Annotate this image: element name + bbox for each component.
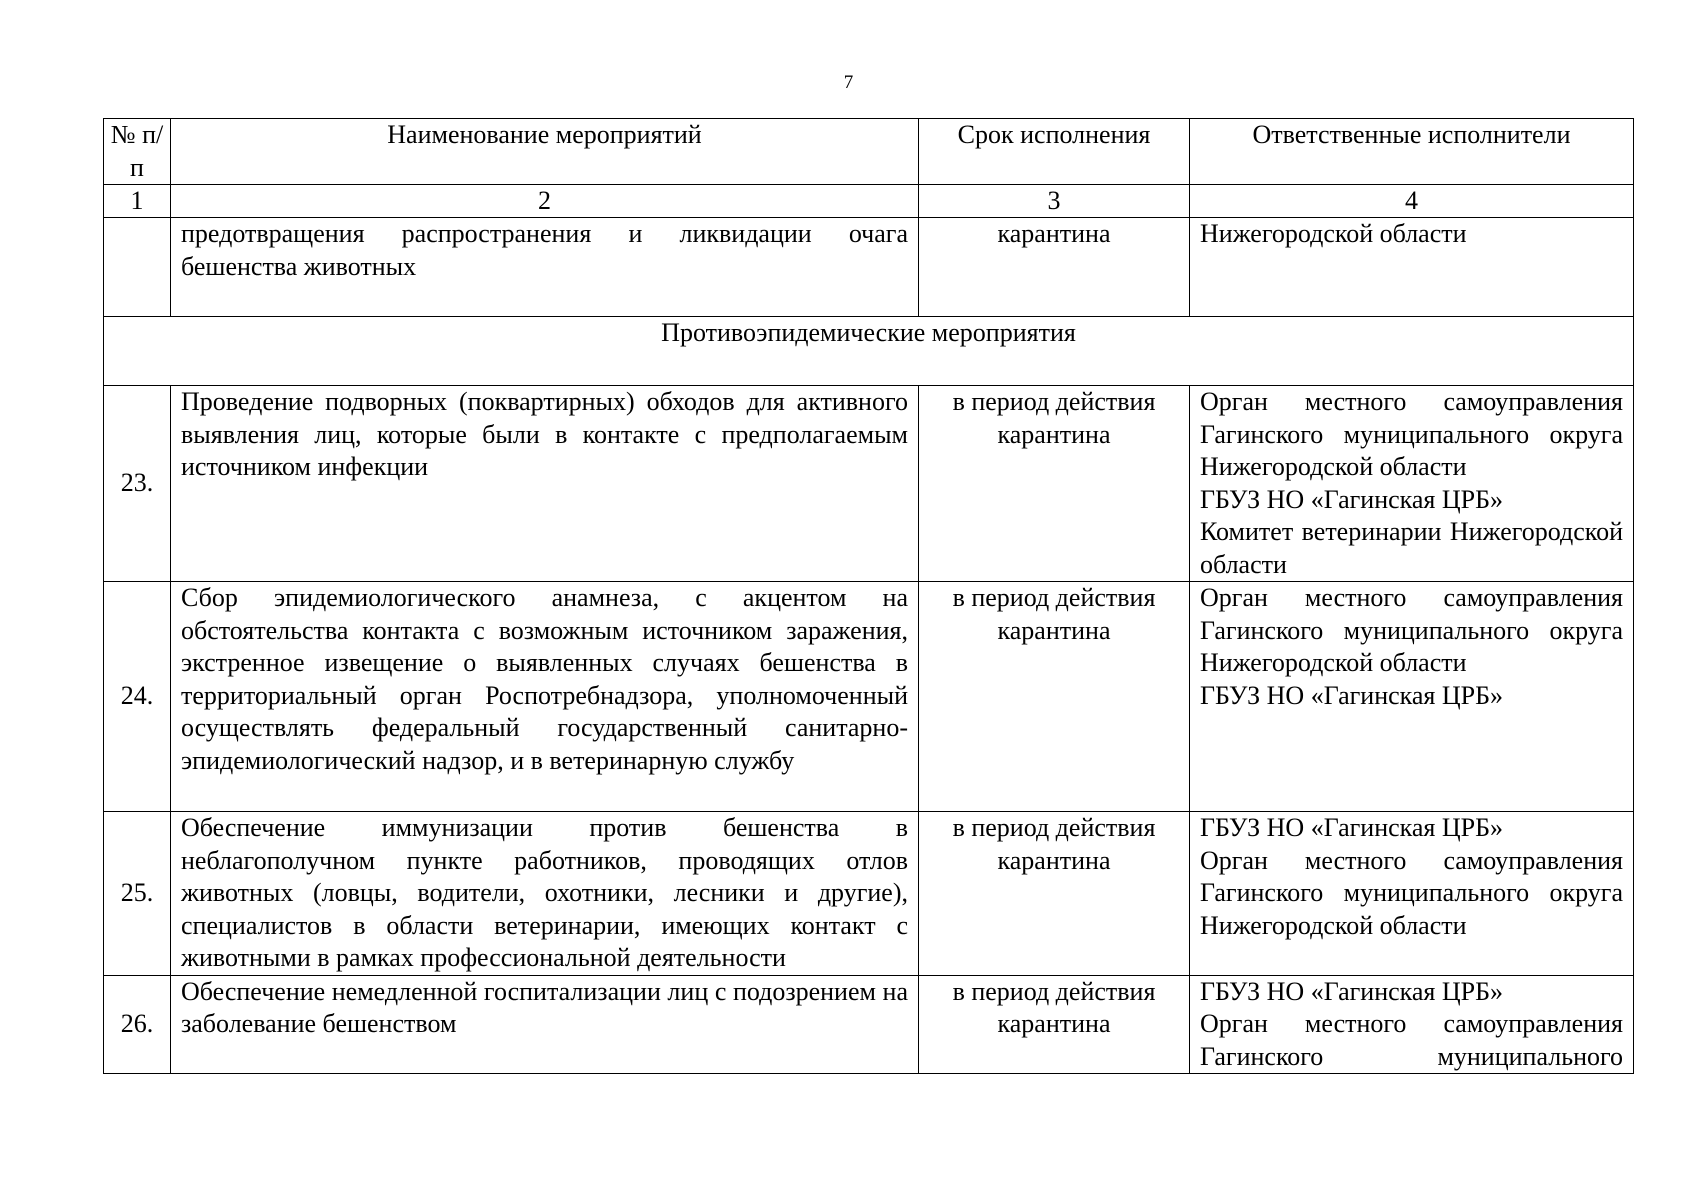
responsible-line: Орган местного самоуправления Гагинского муниципального	[1200, 1009, 1623, 1071]
responsible	[1190, 582, 1634, 812]
responsible-line: ГБУЗ НО «Гагинская ЦРБ»	[1200, 976, 1504, 1006]
deadline: в период действия карантина	[919, 812, 1190, 976]
responsible-line: Орган местного самоуправления Гагинского муниципального округа Нижегородской области	[1200, 845, 1623, 940]
responsible	[1190, 218, 1634, 317]
table-row-continuation	[104, 218, 1634, 317]
responsible-line: Орган местного самоуправления Гагинского муниципального округа Нижегородской области	[1200, 387, 1623, 481]
responsible-line: Комитет ветеринарии Нижегородской области	[1200, 517, 1623, 579]
header-number: № п/п	[104, 119, 171, 185]
measure-name: Проведение подворных (поквартирных) обходов для активного выявления лиц, которые были в контакте с предполагаемым источником инфекции	[171, 386, 919, 582]
responsible	[1190, 812, 1634, 976]
header-measure-name: Наименование мероприятий	[171, 119, 919, 185]
responsible-line: Орган местного самоуправления Гагинского муниципального округа Нижегородской области	[1200, 583, 1623, 677]
deadline: карантина	[919, 218, 1190, 317]
header-responsible: Ответственные исполнители	[1190, 119, 1634, 185]
responsible	[1190, 975, 1634, 1074]
column-number: 4	[1190, 185, 1634, 218]
row-number: 23.	[104, 386, 171, 582]
row-number: 24.	[104, 582, 171, 812]
responsible	[1190, 386, 1634, 582]
row-number	[104, 218, 171, 317]
column-numbers-row	[104, 185, 1634, 218]
responsible-line: ГБУЗ НО «Гагинская ЦРБ»	[1200, 813, 1504, 842]
deadline: в период действия карантина	[919, 582, 1190, 812]
section-row	[104, 317, 1634, 386]
table-row	[104, 582, 1634, 812]
measure-name: Сбор эпидемиологического анамнеза, с акцентом на обстоятельства контакта с возможным источником заражения, экстренное извещение о выявленных случаях бешенства в территориальный орган Роспотребнадзора, уполномоченный осуществлять федеральный государственный санитарно-эпидемиологический надзор, и в ветеринарную службу	[171, 582, 919, 812]
column-number: 1	[104, 185, 171, 218]
deadline: в период действия карантина	[919, 386, 1190, 582]
row-number: 25.	[104, 812, 171, 976]
column-number: 2	[171, 185, 919, 218]
header-deadline: Срок исполнения	[919, 119, 1190, 185]
table-header-row	[104, 119, 1634, 185]
responsible-line: Нижегородской области	[1200, 219, 1467, 248]
measures-table	[103, 118, 1634, 1074]
responsible-line: ГБУЗ НО «Гагинская ЦРБ»	[1200, 680, 1504, 710]
responsible-line: ГБУЗ НО «Гагинская ЦРБ»	[1200, 484, 1504, 514]
deadline: в период действия карантина	[919, 975, 1190, 1074]
page-number: 7	[843, 72, 854, 93]
table-row	[104, 386, 1634, 582]
table-row	[104, 812, 1634, 976]
table-row	[104, 975, 1634, 1074]
measure-name: предотвращения распространения и ликвидации очага бешенства животных	[171, 218, 919, 317]
measure-name: Обеспечение немедленной госпитализации лиц с подозрением на заболевание бешенством	[171, 975, 919, 1074]
measure-name: Обеспечение иммунизации против бешенства в неблагополучном пункте работников, проводящих отлов животных (ловцы, водители, охотники, лесники и другие), специалистов в области ветеринарии, имеющих контакт с животными в рамках профессиональной деятельности	[171, 812, 919, 976]
section-title: Противоэпидемические мероприятия	[104, 317, 1634, 386]
column-number: 3	[919, 185, 1190, 218]
row-number: 26.	[104, 975, 171, 1074]
